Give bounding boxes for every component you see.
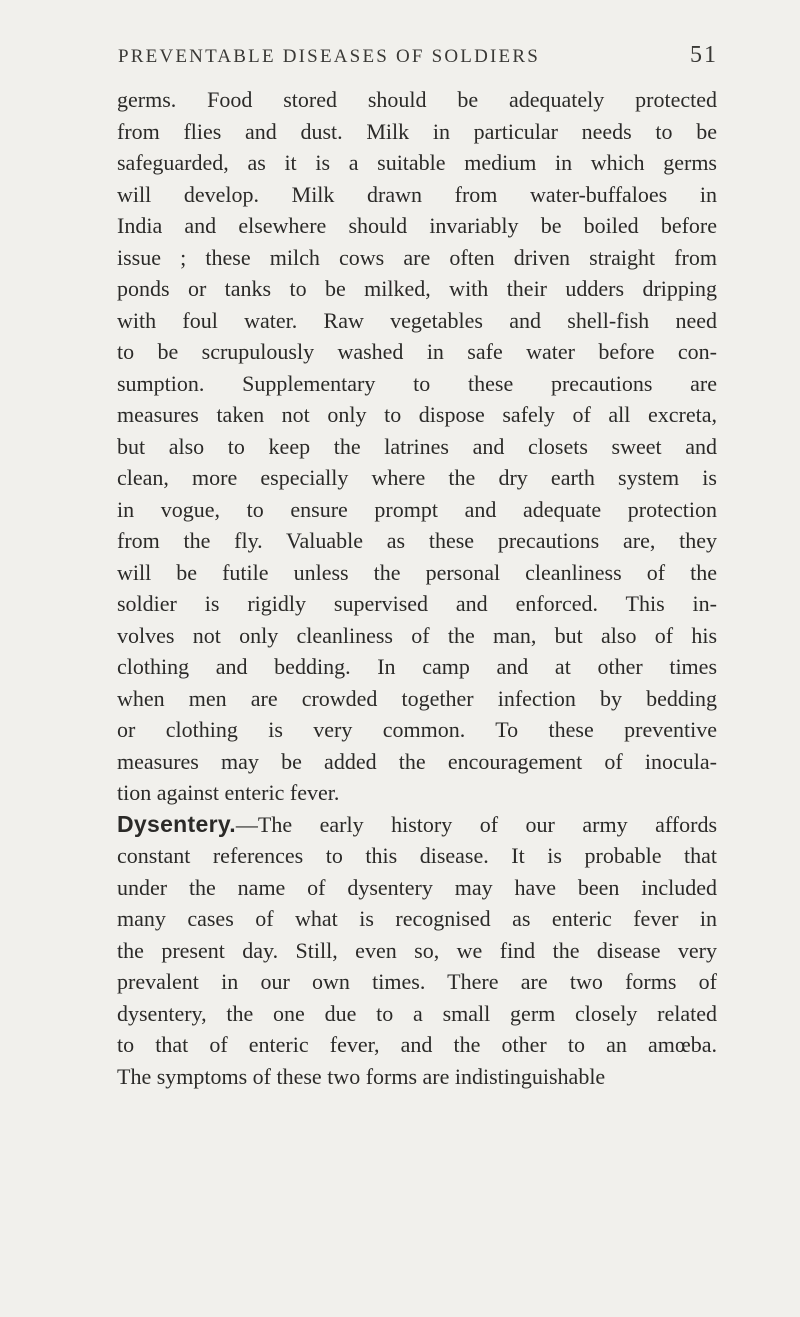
text-line: measures may be added the encouragement of inocula- [117, 748, 717, 774]
body-text [117, 84, 717, 1092]
text-line: to be scrupulously washed in safe water before con- [117, 339, 717, 364]
paragraph-dysentery [117, 809, 717, 1093]
text-line: in vogue, to ensure prompt and adequate protection [117, 496, 717, 522]
page-number: 51 [690, 42, 718, 68]
heading-line-rest: —The early history of our army affords [235, 811, 717, 837]
running-head [118, 42, 718, 68]
text-line: dysentery, the one due to a small germ closely related [117, 1000, 717, 1026]
text-line [117, 809, 717, 841]
text-line: from flies and dust. Milk in particular needs to be [117, 118, 717, 144]
text-line: India and elsewhere should invariably be boiled before [117, 213, 717, 238]
text-line: will develop. Milk drawn from water-buffaloes in [117, 181, 717, 207]
text-line: but also to keep the latrines and closets sweet and [117, 433, 717, 459]
text-line: to that of enteric fever, and the other to an amœba. [117, 1032, 717, 1057]
text-line: under the name of dysentery may have been included [117, 874, 717, 900]
text-line: prevalent in our own times. There are two forms of [117, 969, 717, 994]
text-line: germs. Food stored should be adequately protected [117, 87, 717, 112]
text-line: measures taken not only to dispose safely of all excreta, [117, 402, 717, 427]
text-line: constant references to this disease. It is probable that [117, 843, 717, 868]
text-line: issue ; these milch cows are often driven straight from [117, 244, 717, 270]
paragraph-food-and-cleanliness [117, 84, 717, 809]
text-line: or clothing is very common. To these preventive [117, 717, 717, 742]
text-line: clean, more especially where the dry earth system is [117, 465, 717, 490]
text-line: many cases of what is recognised as enteric fever in [117, 906, 717, 931]
text-line: clothing and bedding. In camp and at other times [117, 654, 717, 679]
text-line: ponds or tanks to be milked, with their udders dripping [117, 276, 717, 301]
text-line: from the fly. Valuable as these precautions are, they [117, 528, 717, 553]
text-line: sumption. Supplementary to these precautions are [117, 370, 717, 396]
text-line: soldier is rigidly supervised and enforced. This in- [117, 591, 717, 616]
text-line: The symptoms of these two forms are indistinguishable [117, 1063, 606, 1089]
running-title: PREVENTABLE DISEASES OF SOLDIERS [118, 46, 540, 67]
text-line: volves not only cleanliness of the man, but also of his [117, 622, 717, 648]
text-line: tion against enteric fever. [117, 780, 340, 805]
text-line: when men are crowded together infection by bedding [117, 685, 717, 711]
text-line: safeguarded, as it is a suitable medium in which germs [117, 150, 717, 175]
section-heading-dysentery: Dysentery. [117, 810, 236, 837]
text-line: the present day. Still, even so, we find the disease very [117, 937, 717, 963]
text-line: with foul water. Raw vegetables and shell-fish need [117, 307, 717, 333]
text-line: will be futile unless the personal cleanliness of the [117, 559, 717, 585]
